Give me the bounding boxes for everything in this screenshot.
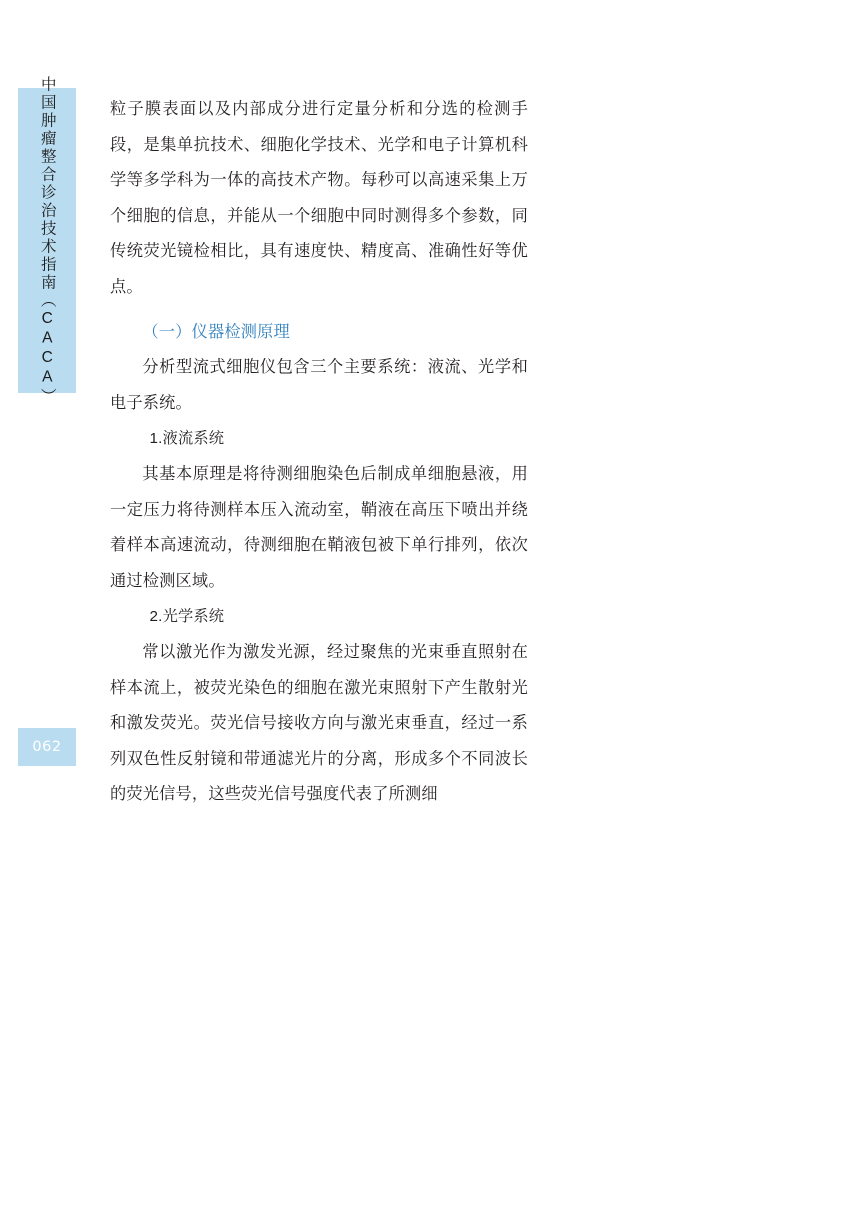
- subheading-optics-system: 2.光学系统: [149, 608, 225, 626]
- page-number: 062: [32, 739, 62, 755]
- paragraph-systems-overview: 分析型流式细胞仪包含三个主要系统：液流、光学和电子系统。: [110, 358, 528, 412]
- paragraph-intro: 粒子膜表面以及内部成分进行定量分析和分选的检测手段，是集单抗技术、细胞化学技术、光学和电子计算机科学等多学科为一体的高技术产物。每秒可以高速采集上万个细胞的信息，并能从一个细胞中同时测得多个参数，同传统荧光镜检相比，具有速度快、精度高、准确性好等优点。: [110, 100, 528, 296]
- text-column: [110, 92, 528, 813]
- paragraph-fluidics-detail: 其基本原理是将待测细胞染色后制成单细胞悬液，用一定压力将待测样本压入流动室，鞘液在高压下喷出并绕着样本高速流动，待测细胞在鞘液包被下单行排列，依次通过检测区域。: [110, 464, 528, 590]
- page-number-badge: [18, 728, 76, 766]
- section-heading-instrument-principle: （一）仪器检测原理: [142, 322, 290, 341]
- running-head-text: 中国肿瘤整合诊治技术指南（CACA）: [38, 75, 56, 406]
- subheading-fluidics-system: 1.液流系统: [149, 430, 225, 448]
- running-head-tab: [18, 75, 76, 406]
- paragraph-optics-detail: 常以激光作为激发光源，经过聚焦的光束垂直照射在样本流上，被荧光染色的细胞在激光束照射下产生散射光和激发荧光。荧光信号接收方向与激光束垂直，经过一系列双色性反射镜和带通滤光片的分离，形成多个不同波长的荧光信号，这些荧光信号强度代表了所测细: [110, 642, 528, 804]
